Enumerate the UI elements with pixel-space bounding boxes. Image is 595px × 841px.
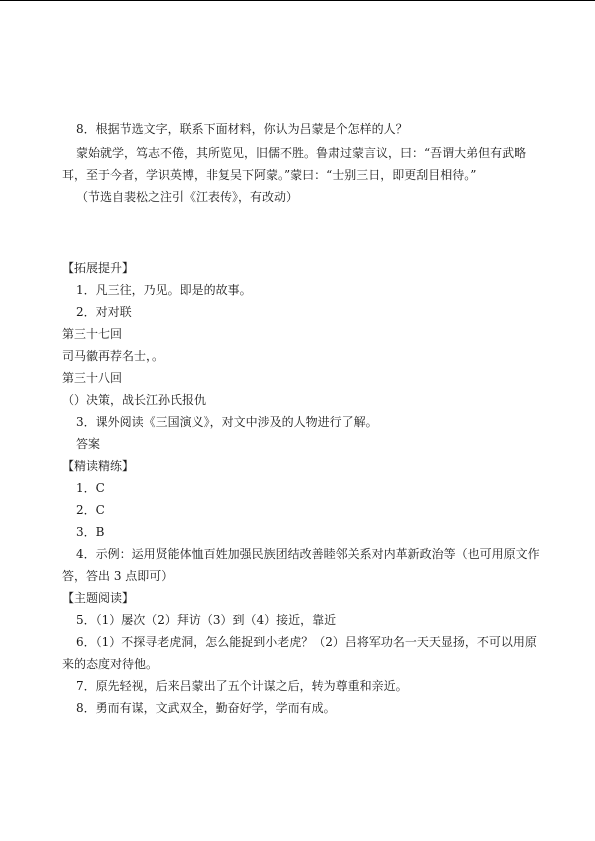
answer-4-line-2: 答，答出 3 点即可） (62, 569, 174, 583)
chapter-38-text: （）决策，战长江孙氏报仇 (62, 393, 207, 407)
extension-item-1: 1．凡三往，乃见。即是的故事。 (76, 283, 252, 297)
answer-3: 3．B (76, 525, 105, 539)
answer-6-line-1: 6．（1）不探寻老虎洞，怎么能捉到小老虎？（2）吕将军功名一天天显扬，不可以用原 (76, 635, 537, 649)
chapter-38-title: 第三十八回 (62, 371, 123, 385)
answer-8: 8．勇而有谋，文武双全，勤奋好学，学而有成。 (76, 701, 336, 715)
extension-item-2: 2．对对联 (76, 305, 132, 319)
answer-6-line-2: 来的态度对待他。 (62, 657, 159, 671)
extension-heading: 【拓展提升】 (62, 261, 135, 275)
chapter-37-text: 司马徽再荐名士，。 (62, 349, 165, 363)
answers-title: 答案 (76, 437, 101, 451)
theme-reading-heading: 【主题阅读】 (62, 591, 135, 605)
extension-item-3: 3．课外阅读《三国演义》，对文中涉及的人物进行了解。 (76, 415, 378, 429)
answer-2: 2．C (76, 503, 105, 517)
passage-line-1: 蒙始就学，笃志不倦，其所览见，旧儒不胜。鲁肃过蒙言议，曰：“吾谓大弟但有武略 (76, 146, 527, 160)
chapter-37-title: 第三十七回 (62, 327, 123, 341)
answer-7: 7．原先轻视，后来吕蒙出了五个计谋之后，转为尊重和亲近。 (76, 679, 408, 693)
answer-5: 5．（1）屡次（2）拜访（3）到（4）接近，靠近 (76, 613, 337, 627)
page-top-border (0, 0, 595, 1)
answer-1: 1．C (76, 481, 105, 495)
answer-4-line-1: 4．示例：运用贤能体恤百姓加强民族团结改善睦邻关系对内革新政治等（也可用原文作 (76, 547, 540, 561)
passage-source: （节选自裴松之注引《江表传》，有改动） (76, 190, 299, 204)
passage-line-2: 耳，至于今者，学识英博，非复吴下阿蒙。”蒙曰：“士别三日，即更刮目相待。” (62, 168, 477, 182)
question-8-prompt: 8．根据节选文字，联系下面材料，你认为吕蒙是个怎样的人？ (76, 122, 408, 136)
intensive-reading-heading: 【精读精练】 (62, 459, 135, 473)
